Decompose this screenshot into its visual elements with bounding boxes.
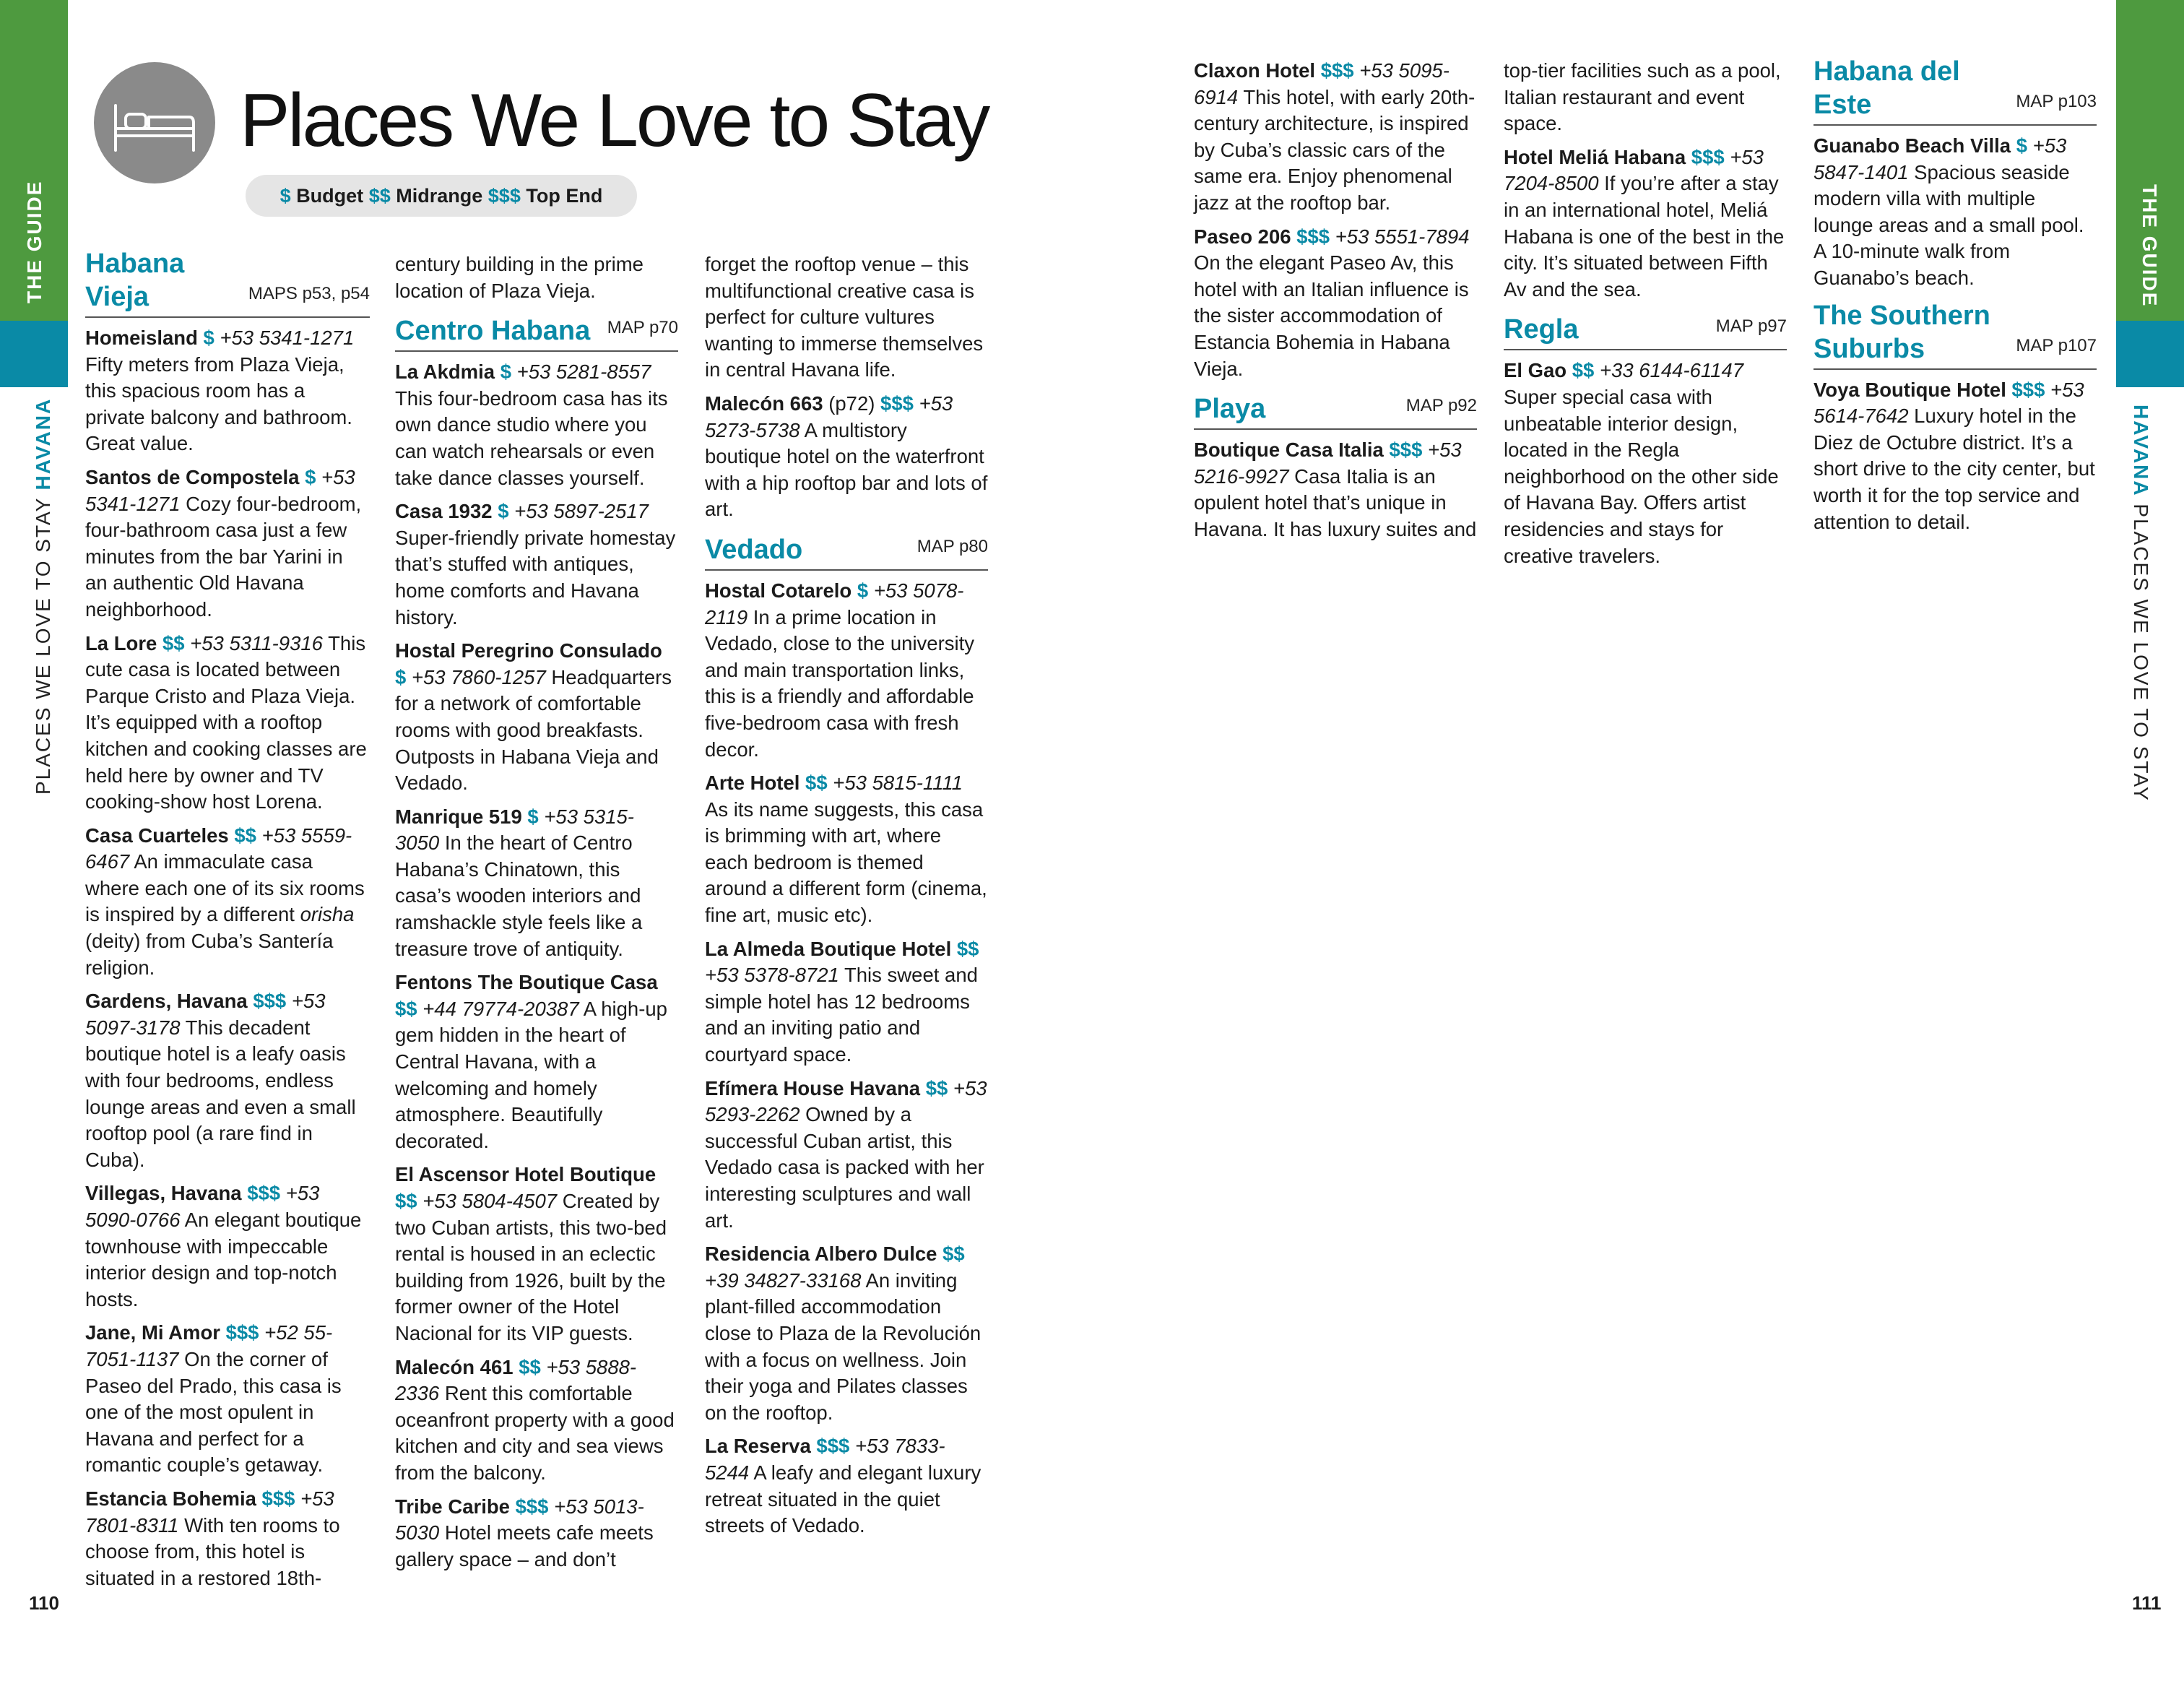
phone-number: +53 5273-5738 [705,392,953,441]
page-number-left: 110 [29,1592,59,1614]
price-rating: $$$ [1320,59,1354,82]
section-title: Habana del Este [1814,56,1960,120]
price-rating: $$ [395,997,417,1020]
phone-number: +53 5216-9927 [1194,438,1462,488]
price-rating: $$$ [247,1182,281,1205]
listing-name: Boutique Casa Italia [1194,438,1384,462]
map-reference: MAP p80 [916,536,988,556]
right-section-label [2129,405,2152,802]
legend-topend-symbol: $$$ [488,185,521,207]
listing-name: La Almeda Boutique Hotel [705,937,952,960]
listing-name: El Gao [1504,359,1567,382]
phone-number: +53 5341-1271 [85,465,355,515]
phone-number: +53 5090-0766 [85,1182,320,1231]
page-title: Places We Love to Stay [240,79,989,163]
phone-number: +53 5804-4507 [422,1190,558,1212]
phone-number: +53 5013-5030 [395,1495,644,1544]
section-heading [1814,55,2097,126]
listing-description: Cozy four-bedroom, four-bathroom casa just a few minutes from the bar Yarini in an authentic Old Havana neighborhood. [85,492,362,621]
listing-entry [395,1494,678,1573]
listing-description: Casa Italia is an opulent hotel that’s unique in Havana. It has luxury suites and [1194,464,1477,540]
phone-number: +53 5897-2517 [514,500,649,523]
listing-entry [395,804,678,963]
listing-description: This sweet and simple hotel has 12 bedrooms and an inviting patio and courtyard space. [705,964,978,1066]
price-rating: $$ [1572,359,1595,382]
bed-icon [94,62,215,183]
map-reference: MAPS p53, p54 [248,284,370,303]
listing-description: Headquarters for a network of comfortable rooms with good breakfasts. Outposts in Habana Vieja and Vedado. [395,665,672,795]
phone-number: +53 5888-2336 [395,1355,637,1405]
listing-emphasis: orisha [300,903,355,926]
section-title: Centro Habana [395,316,591,347]
listing-entry [1194,58,1477,217]
column-5 [1504,58,1787,576]
price-rating: $$ [805,772,828,795]
price-rating: $$$ [1691,145,1725,168]
price-rating: $$$ [261,1487,295,1510]
section-title: Vedado [705,534,803,565]
listing-name: Santos de Compostela [85,465,300,488]
map-reference: MAP p107 [2016,335,2097,355]
phone-number: +53 7204-8500 [1504,145,1764,195]
phone-number: +53 5559-6467 [85,824,352,873]
listing-entry [395,969,678,1154]
listing-name: Guanabo Beach Villa [1814,134,2011,157]
listing-description: An elegant boutique townhouse with impeccable interior design and top-notch hosts. [85,1209,362,1310]
listing-name: Fentons The Boutique Casa [395,971,658,994]
listing-name: Gardens, Havana [85,990,248,1013]
column-1 [85,247,370,1599]
price-legend [246,175,637,217]
section-heading [705,530,988,571]
listing-entry [1504,358,1787,569]
listing-entry [85,1320,370,1479]
section-heading [1504,310,1787,350]
listing-name: Casa Cuarteles [85,824,229,847]
listing-entry [395,638,678,797]
listing-description: A leafy and elegant luxury retreat situated in the quiet streets of Vedado. [705,1461,982,1537]
price-rating: $ [395,665,407,688]
listing-entry [705,251,988,384]
listing-name: Malecón 461 [395,1355,514,1378]
listing-name: Efímera House Havana [705,1076,921,1099]
price-rating: $$$ [225,1321,259,1344]
listing-entry [1194,437,1477,543]
listing-entry [85,823,370,982]
page-reference: (p72) [828,392,875,415]
price-rating: $ [305,465,316,488]
listing-name: Tribe Caribe [395,1495,510,1518]
right-guide-label: THE GUIDE [2138,184,2161,308]
listing-entry [395,1162,678,1347]
listing-entry [85,631,370,816]
listing-description: This four-bedroom casa has its own dance studio where you can watch rehearsals or even take dance classes yourself. [395,386,668,489]
column-6 [1814,55,2097,543]
section-heading [1814,299,2097,370]
listing-name: Arte Hotel [705,772,800,795]
listing-description: In a prime location in Vedado, close to the university and main transportation links, this is a friendly and affordable five-bedroom casa with fresh decor. [705,605,975,761]
listing-name: Hostal Peregrino Consulado [395,639,662,662]
listing-description: This hotel, with early 20th-century architecture, is inspired by Cuba’s classic cars of the same era. Enjoy phenomenal jazz at the rooftop bar. [1194,85,1476,214]
listing-entry [85,464,370,623]
price-rating: $ [2016,134,2027,157]
phone-number: +33 6144-61147 [1599,359,1744,382]
listing-name: La Akdmia [395,360,495,384]
phone-number: +53 5341-1271 [220,327,355,349]
listing-entry [705,1241,988,1426]
price-rating: $ [203,327,214,349]
listing-description: A high-up gem hidden in the heart of Central Havana, with a welcoming and homely atmosphere. Beautifully decorated. [395,997,667,1152]
listing-name: Villegas, Havana [85,1182,242,1205]
price-rating: $$ [395,1190,417,1212]
phone-number: +53 5311-9316 [190,631,323,654]
left-city-tab [0,321,68,387]
listing-name: Paseo 206 [1194,225,1291,248]
price-rating: $$ [234,824,256,847]
listing-description: Spacious seaside modern villa with multiple lounge areas and a small pool. A 10-minute walk from Guanabo’s beach. [1814,160,2084,289]
section-heading [1194,389,1477,430]
listing-description: In the heart of Centro Habana’s Chinatown, this casa’s wooden interiors and ramshackle style feels like a treasure trove of antiquity. [395,831,643,960]
price-rating: $ [857,579,869,602]
listing-entry [705,936,988,1068]
listing-entry [705,391,988,523]
price-rating: $$$ [880,392,914,415]
listing-description: This decadent boutique hotel is a leafy oasis with four bedrooms, endless lounge areas and even a small rooftop pool (a rare find in Cuba). [85,1016,356,1171]
listing-entry [395,359,678,491]
section-heading [85,247,370,318]
listing-entry [1814,133,2097,292]
left-city-text: HAVANA [32,397,54,491]
listing-name: Residencia Albero Dulce [705,1243,937,1266]
listing-description: Rent this comfortable oceanfront property with a good kitchen and city and sea views from the balcony. [395,1382,675,1484]
listing-entry [395,1354,678,1487]
listing-description: top-tier facilities such as a pool, Italian restaurant and event space. [1504,59,1781,135]
price-rating: $$$ [1296,225,1330,248]
listing-entry [705,770,988,929]
page-number-right: 111 [2132,1592,2162,1614]
listing-name: Claxon Hotel [1194,59,1316,82]
price-rating: $ [498,500,509,523]
phone-number: +53 5293-2262 [705,1076,987,1126]
phone-number: +52 55-7051-1137 [85,1321,333,1370]
listing-entry [85,988,370,1173]
phone-number: +53 5078-2119 [705,579,964,628]
phone-number: +39 34827-33168 [705,1269,862,1292]
section-title: The Southern Suburbs [1814,300,1990,364]
listing-entry [705,1076,988,1235]
legend-topend-label: Top End [526,185,603,207]
price-rating: $$$ [253,990,287,1013]
column-3 [705,251,988,1547]
listing-entry [1504,58,1787,137]
phone-number: +53 7860-1257 [411,665,546,688]
phone-number: +53 5315-3050 [395,805,634,855]
listing-entry [705,578,988,763]
price-rating: $ [527,805,539,828]
listing-name: Manrique 519 [395,805,522,828]
left-guide-label: THE GUIDE [23,180,46,303]
map-reference: MAP p103 [2016,92,2097,111]
listing-entry [395,498,678,631]
listing-description: Luxury hotel in the Diez de Octubre district. It’s a short drive to the city center, but worth it for the top service and attention to detail. [1814,405,2095,533]
listing-name: Homeisland [85,327,198,349]
phone-number: +53 5097-3178 [85,990,326,1039]
price-rating: $$ [942,1243,965,1266]
section-heading [395,311,678,352]
legend-midrange-label: Midrange [396,185,483,207]
listing-name: El Ascensor Hotel Boutique [395,1163,656,1186]
phone-number: +53 7833-5244 [705,1435,945,1484]
listing-description: Super special casa with unbeatable interior design, located in the Regla neighborhood on the other side of Havana Bay. Offers artist residencies and stays for creative travelers. [1504,385,1779,567]
map-reference: MAP p92 [1405,396,1477,416]
listing-name: Malecón 663 [705,392,823,415]
listing-name: Voya Boutique Hotel [1814,378,2006,401]
section-title: Playa [1194,394,1266,425]
listing-entry [395,251,678,304]
phone-number: +53 5095-6914 [1194,59,1450,108]
listing-name: Estancia Bohemia [85,1487,256,1510]
listing-entry [1504,144,1787,303]
phone-number: +53 5815-1111 [833,772,963,795]
listing-description: forget the rooftop venue – this multifunctional creative casa is perfect for culture vultures wanting to immerse themselves in central Havana life. [705,253,984,381]
listing-description: This cute casa is located between Parque Cristo and Plaza Vieja. It’s equipped with a rooftop kitchen and cooking classes are held here by owner and TV cooking-show host Lorena. [85,631,367,813]
listing-description: century building in the prime location of Plaza Vieja. [395,253,644,302]
listing-name: Hotel Meliá Habana [1504,145,1686,168]
price-rating: $$$ [2011,378,2045,401]
phone-number: +53 5551-7894 [1335,225,1470,248]
listing-name: La Reserva [705,1435,811,1458]
section-title: Regla [1504,314,1579,345]
map-reference: MAP p97 [1715,316,1787,337]
listing-description: Owned by a successful Cuban artist, this Vedado casa is packed with her interesting sculptures and wall art. [705,1103,984,1232]
price-rating: $$$ [816,1435,850,1458]
listing-entry [85,1180,370,1313]
phone-number: +53 5847-1401 [1814,134,2067,183]
legend-budget-label: Budget [296,185,364,207]
price-rating: $$ [956,937,979,960]
price-rating: $$$ [1389,438,1423,462]
listing-name: La Lore [85,631,157,654]
listing-description: Created by two Cuban artists, this two-bed rental is housed in an eclectic building from 1926, built by the former owner of the Hotel Nacional for its VIP guests. [395,1190,667,1344]
listing-description: As its name suggests, this casa is brimming with art, where each bedroom is themed around a different form (cinema, fine art, music etc). [705,798,987,927]
listing-entry [1814,377,2097,536]
listing-name: Casa 1932 [395,500,493,523]
listing-entry [705,1433,988,1539]
listing-entry [1194,224,1477,383]
phone-number: +53 5281-8557 [516,360,651,384]
price-rating: $$ [519,1355,541,1378]
listing-description: Super-friendly private homestay that’s stuffed with antiques, home comforts and Havana history. [395,526,676,628]
phone-number: +53 5378-8721 [705,964,839,987]
listing-entry [85,1486,370,1591]
listing-description: An inviting plant-filled accommodation close to Plaza de la Revolución with a focus on wellness. Join their yoga and Pilates classes on the rooftop. [705,1269,982,1424]
listing-description: An immaculate casa where each one of its six rooms is inspired by a different [85,850,365,926]
legend-midrange-symbol: $$ [368,185,391,207]
map-reference: MAP p70 [607,318,678,338]
left-section-label [32,398,55,795]
legend-budget-symbol: $ [280,185,291,207]
phone-number: +53 7801-8311 [85,1487,334,1537]
price-rating: $$$ [515,1495,549,1518]
phone-number: +44 79774-20387 [422,997,579,1020]
listing-description: Hotel meets cafe meets gallery space – and don’t [395,1521,654,1570]
price-rating: $$ [162,631,185,654]
listing-description: If you’re after a stay in an international hotel, Meliá Habana is one of the best in the city. It’s situated between Fifth Av and the sea. [1504,172,1785,301]
listing-description: On the corner of Paseo del Prado, this casa is one of the most opulent in Havana and perfect for a romantic couple’s getaway. [85,1347,342,1477]
listing-entry [85,325,370,457]
listing-description: Fifty meters from Plaza Vieja, this spacious room has a private balcony and bathroom. Great value. [85,353,352,455]
right-city-tab [2116,321,2184,387]
listing-name: Hostal Cotarelo [705,579,852,602]
column-4 [1194,58,1477,550]
column-2 [395,251,678,1580]
phone-number: +53 5614-7642 [1814,378,2084,428]
listing-description-cont: (deity) from Cuba’s Santería religion. [85,930,334,979]
listing-description: On the elegant Paseo Av, this hotel with an Italian influence is the sister accommodation of Estancia Bohemia in Habana Vieja. [1194,251,1469,380]
left-section-text: PLACES WE LOVE TO STAY [32,497,54,795]
right-city-text: HAVANA [2130,405,2152,497]
price-rating: $$ [925,1076,948,1099]
right-section-text: PLACES WE LOVE TO STAY [2130,504,2152,802]
listing-name: Jane, Mi Amor [85,1321,220,1344]
section-title: Habana Vieja [85,249,185,312]
price-rating: $ [500,360,511,384]
listing-description: A multistory boutique hotel on the waterfront with a hip rooftop bar and lots of art. [705,418,988,521]
listing-description: With ten rooms to choose from, this hotel is situated in a restored 18th- [85,1513,340,1589]
